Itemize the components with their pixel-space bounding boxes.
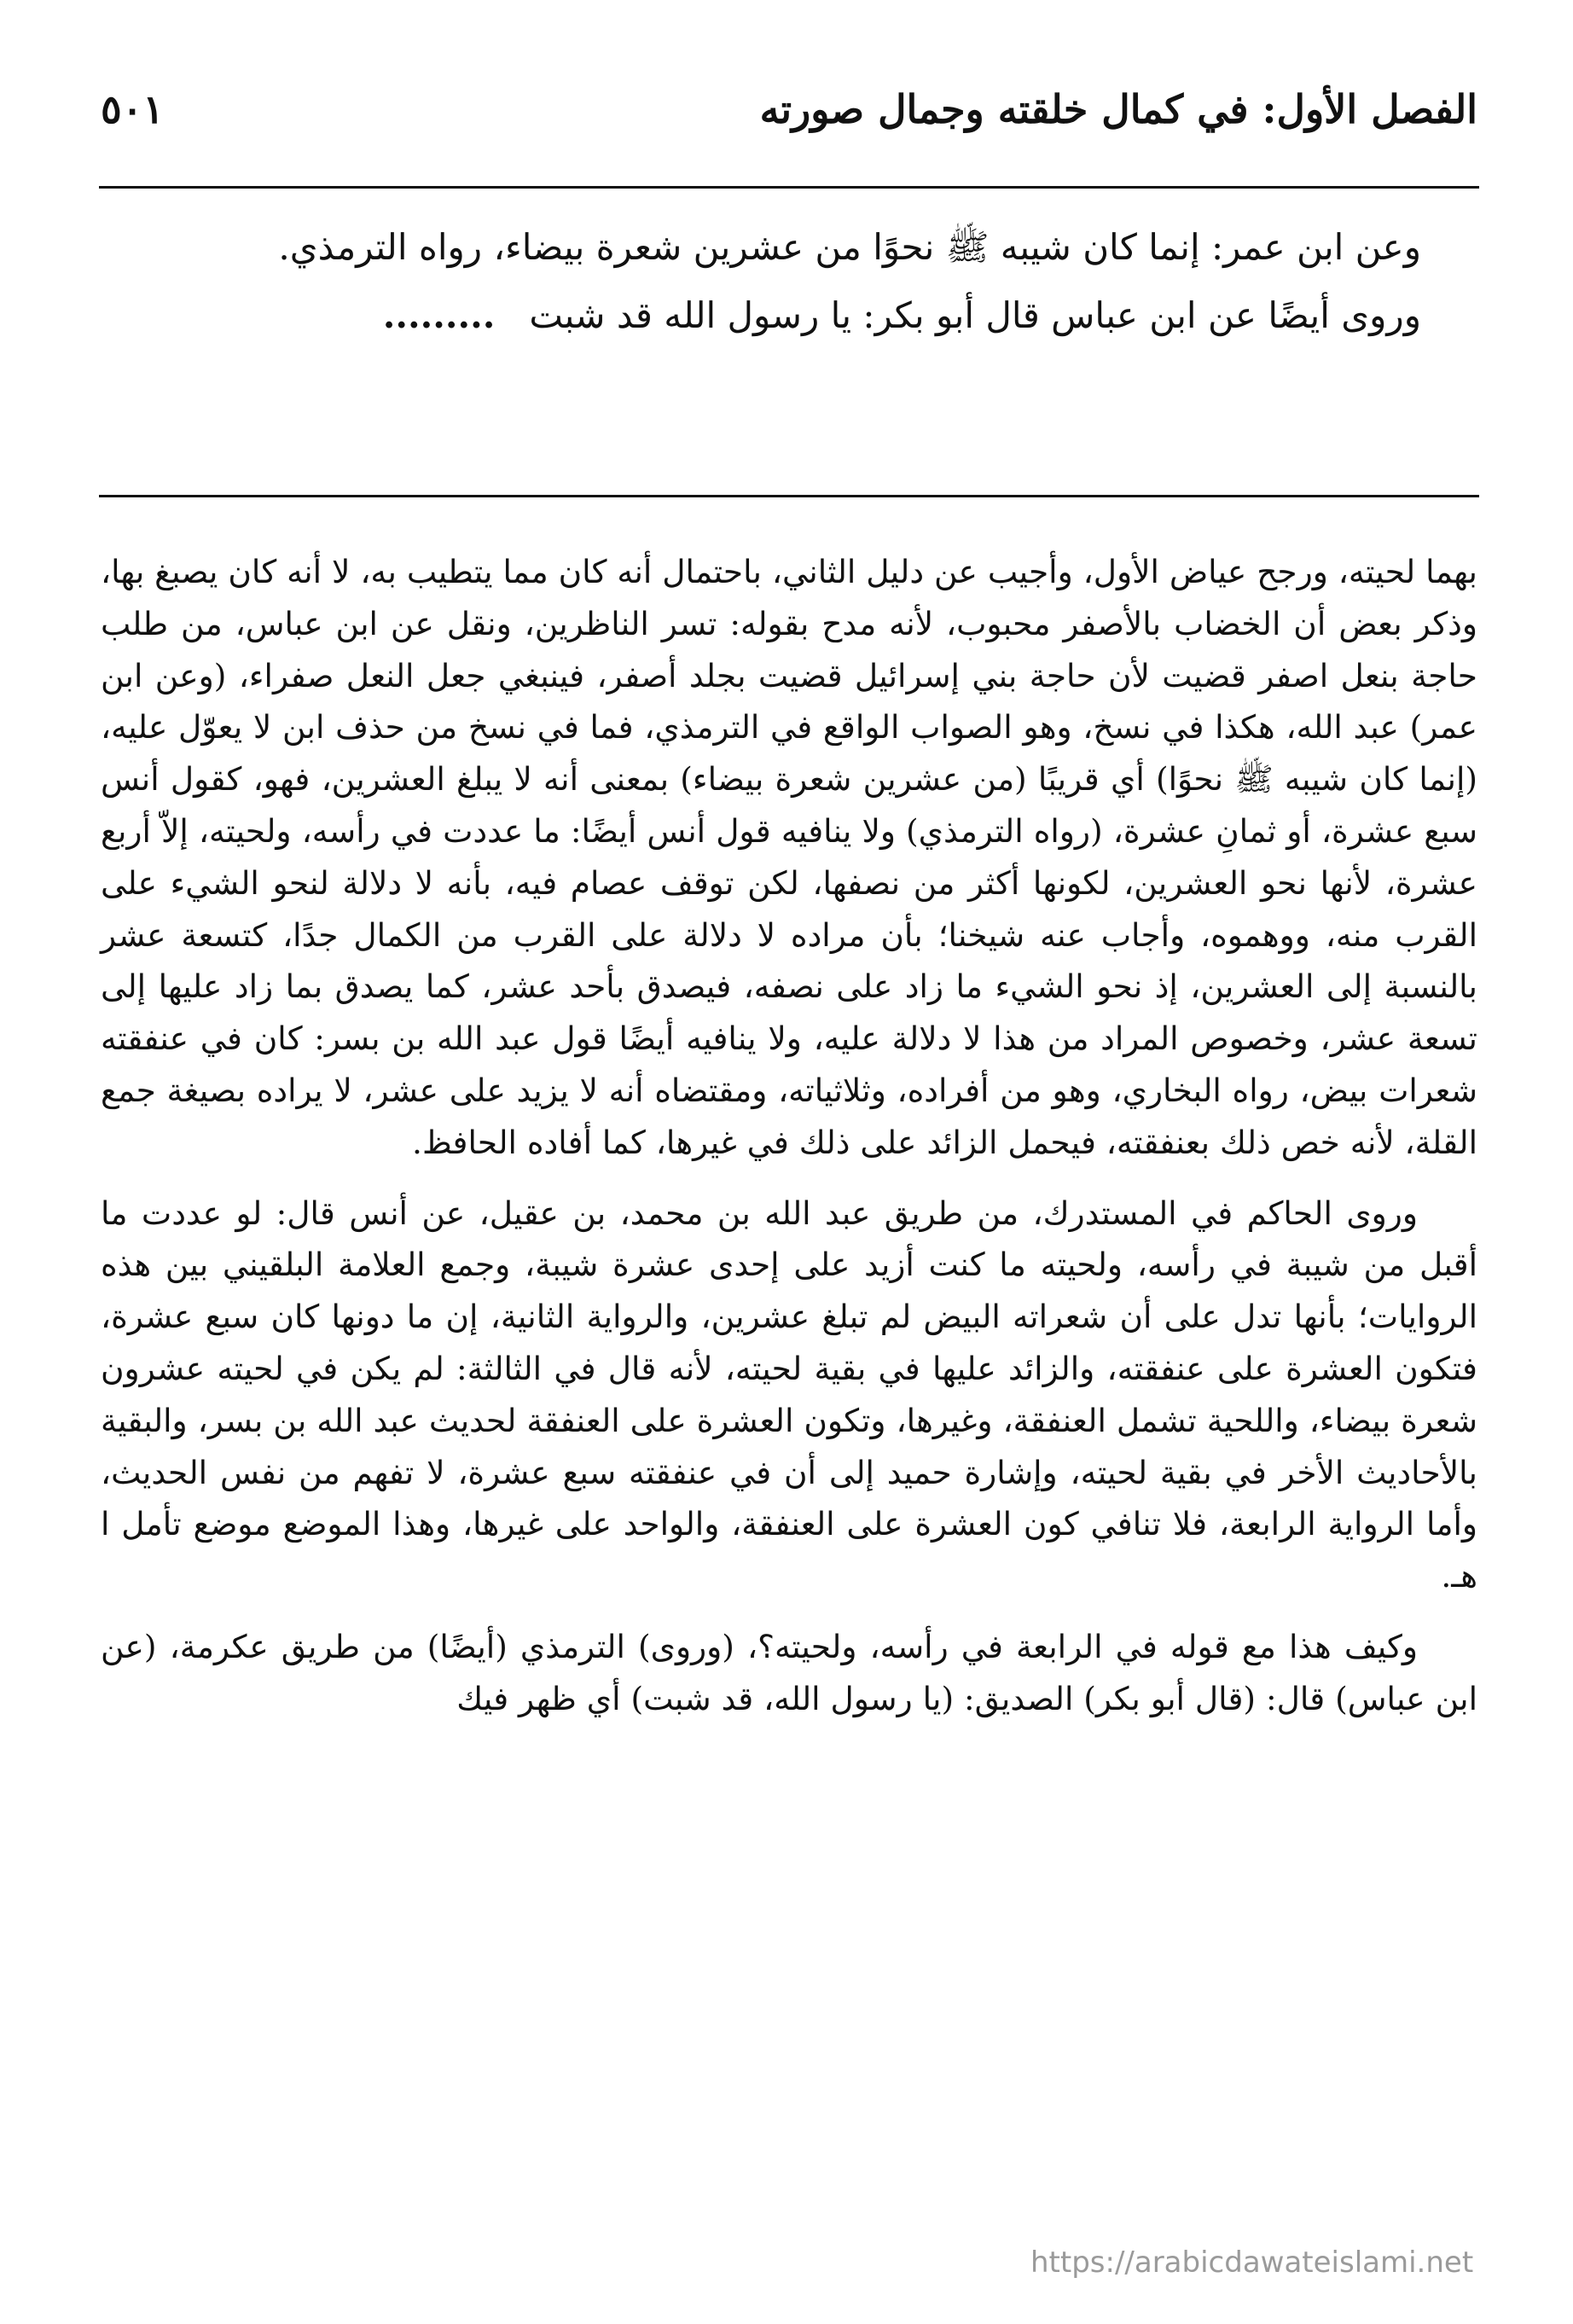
matn-line-2-text: وروى أيضًا عن ابن عباس قال أبو بكر: يا رسول الله قد شبت	[529, 294, 1421, 336]
page-number: ٥٠١	[101, 86, 165, 132]
commentary-paragraph-1: بهما لحيته، ورجح عياض الأول، وأجيب عن دليل الثاني، باحتمال أنه كان مما يتطيب به، لا أنه كان يصبغ بها، وذكر بعض أن الخضاب بالأصفر محبوب، لأنه مدح بقوله: تسر الناظرين، ونقل عن ابن عباس، من طلب حاجة بنعل اصفر قضيت لأن حاجة بني إسرائيل قضيت بجلد أصفر، فينبغي جعل النعل صفراء، (وعن ابن عمر) عبد الله، هكذا في نسخ، وهو الصواب الواقع في الترمذي، فما في نسخ من حذف ابن لا يعوّل عليه، (إنما كان شيبه ﷺ نحوًا) أي قريبًا (من عشرين شعرة بيضاء) بمعنى أنه لا يبلغ العشرين، فهو، كقول أنس سبع عشرة، أو ثمانِ عشرة، (رواه الترمذي) ولا ينافيه قول أنس أيضًا: ما عددت في رأسه، ولحيته، إلاّ أربع عشرة، لأنها نحو العشرين، لكونها أكثر من نصفها، لكن توقف عصام فيه، بأنه لا دلالة لنحو الشيء على القرب منه، ووهموه، وأجاب عنه شيخنا؛ بأن مراده لا دلالة على القرب من الكمال جدًا، كتسعة عشر بالنسبة إلى العشرين، إذ نحو الشيء ما زاد على نصفه، فيصدق بأحد عشر، كما يصدق بما زاد عليها إلى تسعة عشر، وخصوص المراد من هذا لا دلالة عليه، ولا ينافيه أيضًا قول عبد الله بن بسر: كان في عنفقته شعرات بيض، رواه البخاري، وهو من أفراده، وثلاثياته، ومقتضاه أنه لا يزيد على عشر، لا يراده بصيغة جمع القلة، لأنه خص ذلك بعنفقته، فيحمل الزائد على ذلك في غيرها، كما أفاده الحافظ.	[101, 553, 1477, 1161]
matn-line-2	[101, 282, 1445, 350]
header-rule	[99, 186, 1479, 189]
chapter-title: الفصل الأول: في كمال خلقته وجمال صورته	[759, 86, 1477, 132]
watermark-url: https://arabicdawateislami.net	[1030, 2246, 1474, 2280]
commentary-text	[101, 546, 1477, 1725]
matn-text	[101, 213, 1445, 350]
matn-ellipsis: .........	[382, 294, 496, 336]
commentary-paragraph-2: وروى الحاكم في المستدرك، من طريق عبد الله بن محمد، بن عقيل، عن أنس قال: لو عددت ما أقبل من شيبة في رأسه، ولحيته ما كنت أزيد على إحدى عشرة شيبة، وجمع العلامة البلقيني بين هذه الروايات؛ بأنها تدل على أن شعراته البيض لم تبلغ عشرين، والرواية الثانية، إن ما دونها كان سبع عشرة، فتكون العشرة على عنفقته، والزائد عليها في بقية لحيته، لأنه قال في الثالثة: لم يكن في لحيته عشرون شعرة بيضاء، واللحية تشمل العنفقة، وغيرها، وتكون العشرة على العنفقة لحديث عبد الله بن بسر، والبقية بالأحاديث الأخر في بقية لحيته، وإشارة حميد إلى أن في عنفقته سبع عشرة، لا تفهم من نفس الحديث، وأما الرواية الرابعة، فلا تنافي كون العشرة على العنفقة، والواحد على غيرها، وهذا الموضع موضع تأمل ا هـ.	[101, 1194, 1477, 1595]
running-header	[101, 81, 1477, 149]
commentary-paragraph-3: وكيف هذا مع قوله في الرابعة في رأسه، ولحيته؟، (وروى) الترمذي (أيضًا) من طريق عكرمة، (عن ابن عباس) قال: (قال أبو بكر) الصديق: (يا رسول الله، قد شبت) أي ظهر فيك	[101, 1627, 1477, 1717]
matn-line-1: وعن ابن عمر: إنما كان شيبه ﷺ نحوًا من عشرين شعرة بيضاء، رواه الترمذي.	[278, 226, 1421, 268]
section-divider	[99, 495, 1479, 497]
